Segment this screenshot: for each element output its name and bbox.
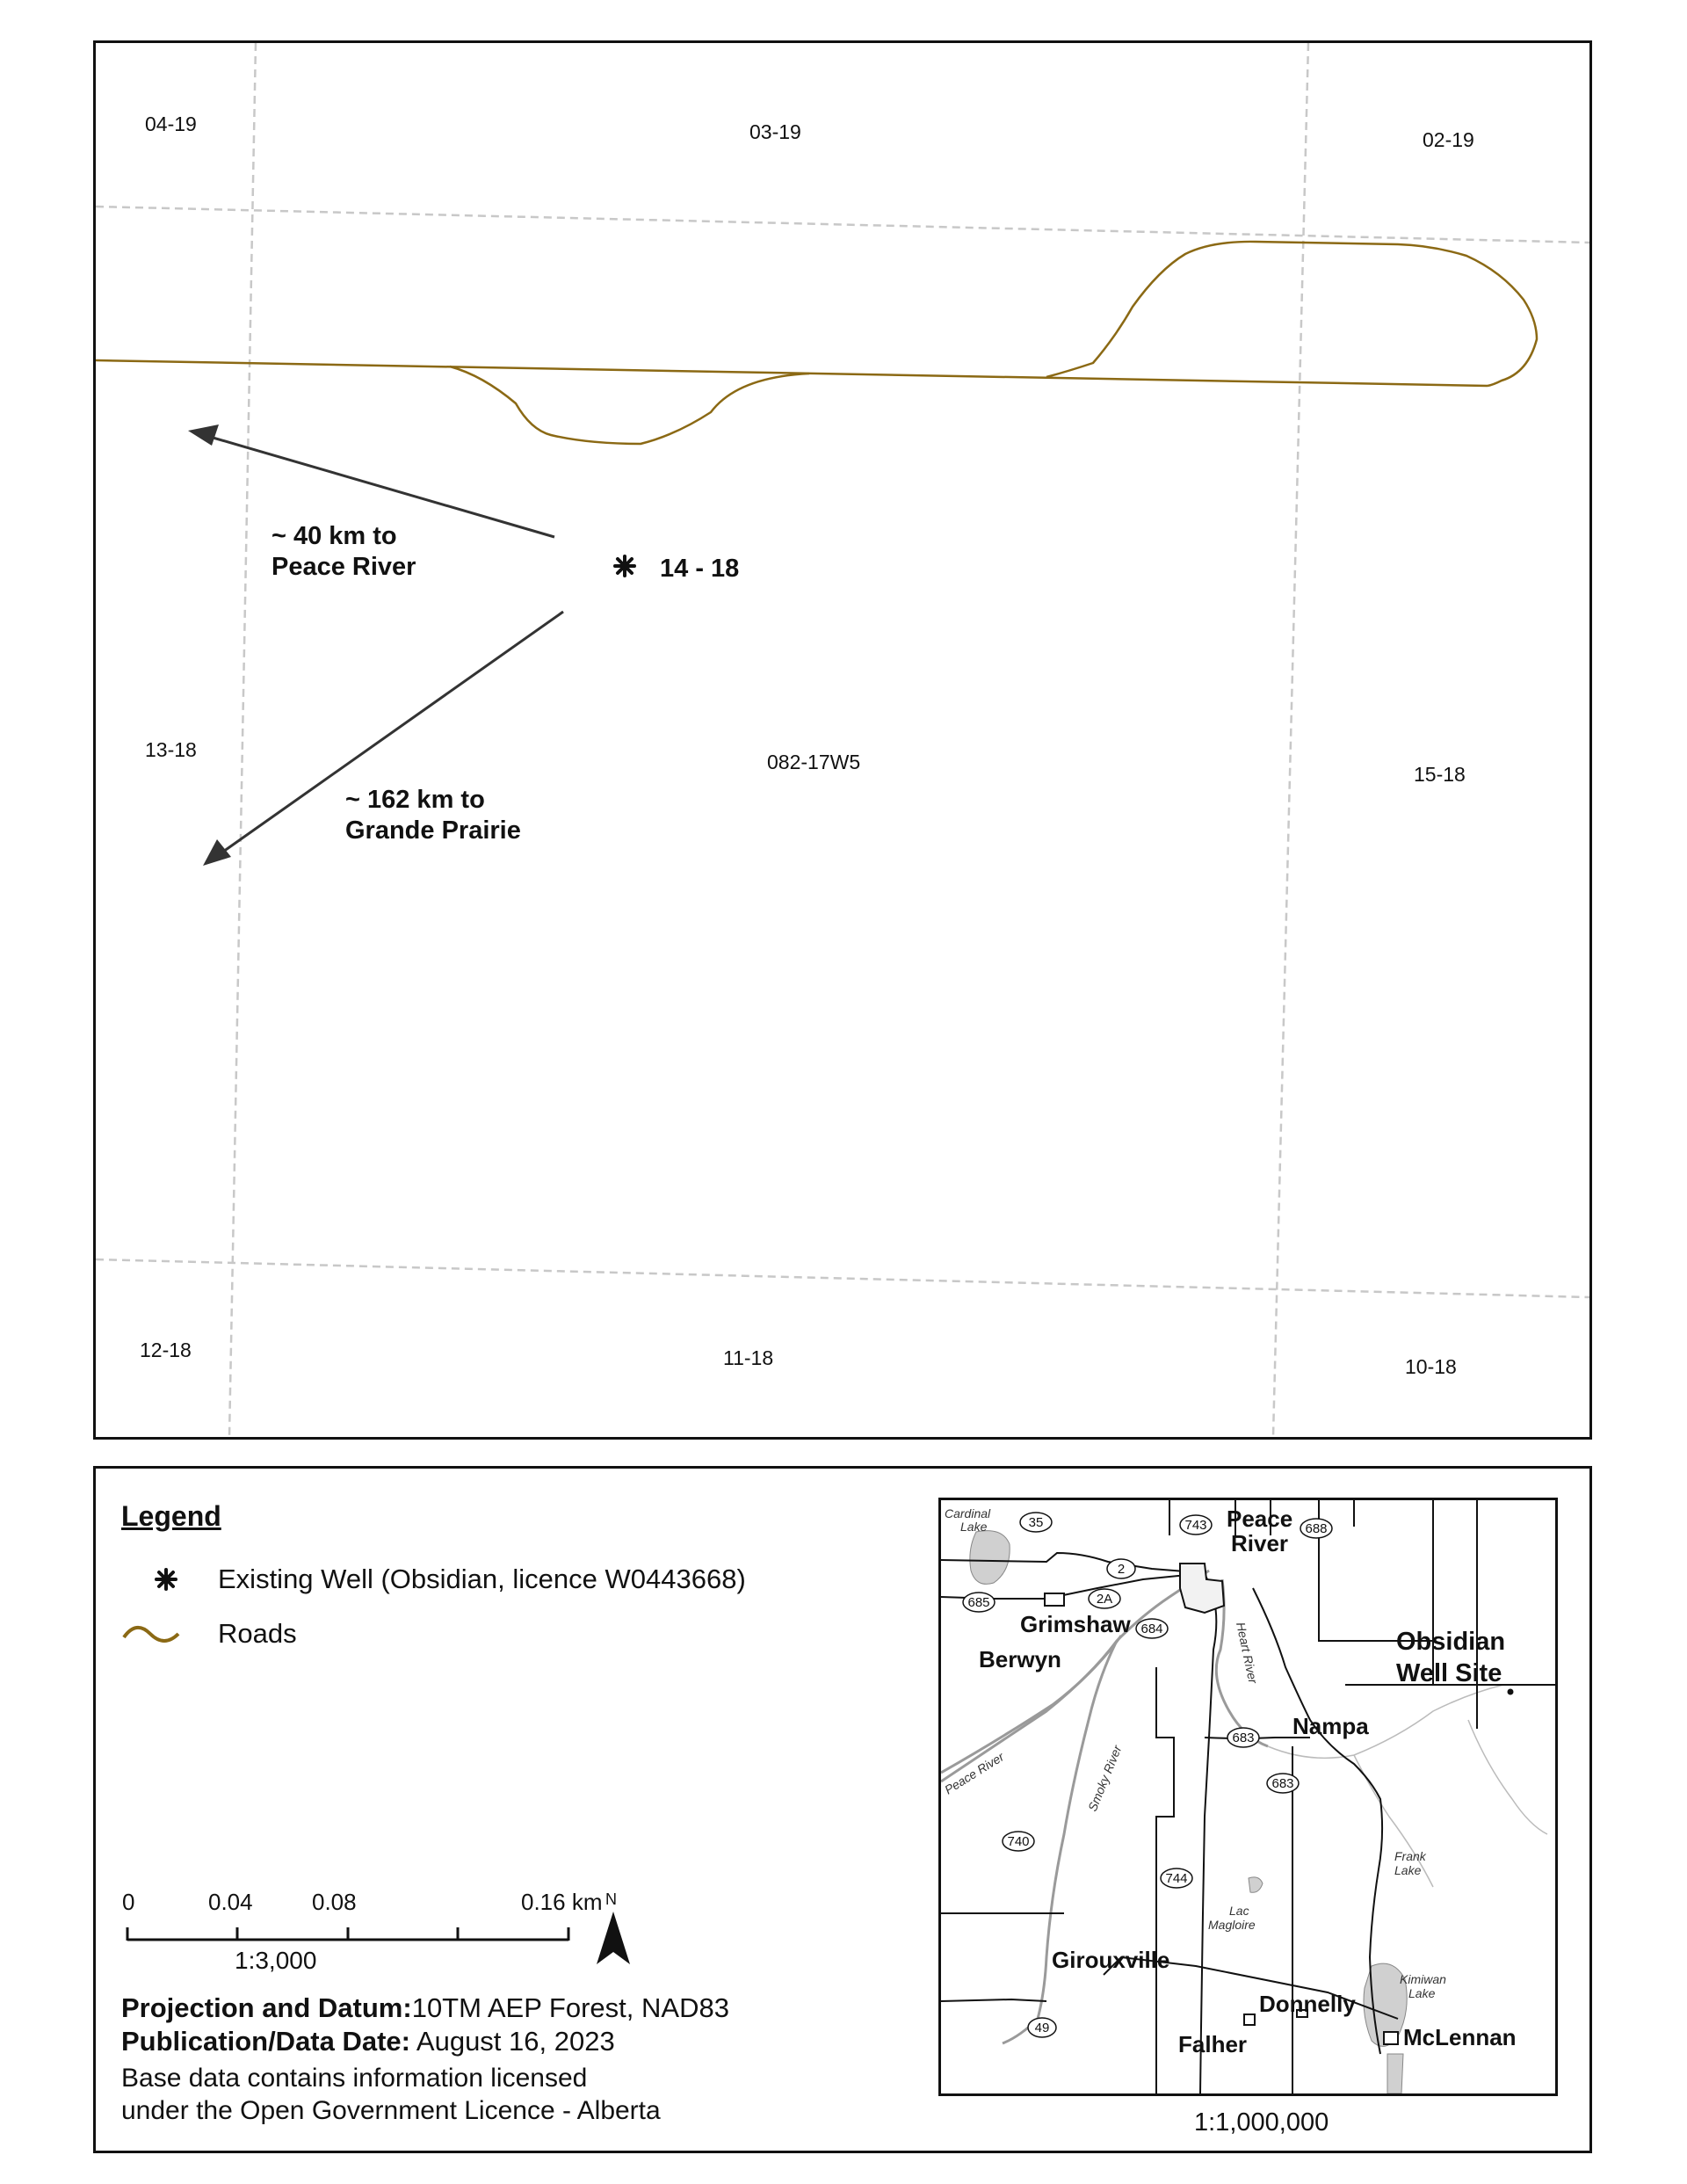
peace-river-town-icon	[1180, 1564, 1224, 1613]
road-east-loop	[1046, 242, 1537, 386]
arrow-gp-label-1: ~ 162 km to	[345, 786, 485, 814]
road-south-loop	[450, 366, 809, 444]
inset-roads	[941, 1500, 1555, 2093]
scale-tick-3: 0.16 km	[521, 1889, 603, 1915]
section-grid	[96, 43, 1589, 1437]
highway-shield-label: 685	[967, 1595, 990, 1610]
section-label: 13-18	[145, 738, 197, 761]
projection-value: 10TM AEP Forest, NAD83	[411, 1992, 729, 2023]
well-label: 14 - 18	[660, 555, 740, 583]
inset-scale: 1:1,000,000	[1194, 2108, 1329, 2137]
small-map-label: Cardinal	[945, 1506, 991, 1520]
legend-panel	[93, 1466, 1592, 2153]
projection-label: Projection and Datum:	[121, 1992, 412, 2023]
cardinal-lake	[970, 1531, 1010, 1585]
highway-shield-label: 49	[1034, 2021, 1050, 2035]
scale-tick-1: 0.04	[208, 1889, 253, 1915]
grid-line-south	[96, 1259, 1589, 1297]
projection-line	[121, 1992, 729, 2024]
small-map-label: Lake	[960, 1520, 988, 1534]
place-label: McLennan	[1403, 2024, 1517, 2050]
highway-shield-label: 684	[1140, 1622, 1163, 1636]
place-label: River	[1231, 1530, 1289, 1556]
arrow-peace-label-2: Peace River	[272, 553, 416, 581]
base-data-line-1: Base data contains information licensed	[121, 2064, 588, 2093]
place-label: Well Site	[1396, 1659, 1502, 1687]
highway-shield-label: 2A	[1096, 1592, 1113, 1607]
place-label: Grimshaw	[1020, 1611, 1131, 1637]
place-label: Nampa	[1292, 1713, 1369, 1739]
scale-ratio: 1:3,000	[235, 1947, 317, 1974]
place-label: Obsidian	[1396, 1628, 1506, 1656]
arrow-to-peace-river	[188, 424, 554, 537]
roads	[96, 242, 1537, 444]
highway-shield-label: 35	[1028, 1515, 1044, 1530]
small-map-label: Smoky River	[1084, 1743, 1125, 1814]
scale-tick-2: 0.08	[312, 1889, 357, 1915]
legend-roads-text: Roads	[218, 1618, 297, 1649]
highway-shield-label: 683	[1232, 1731, 1255, 1745]
existing-well-icon	[615, 556, 634, 576]
highway-shield-label: 744	[1165, 1871, 1188, 1886]
road-main	[96, 360, 1488, 386]
small-map-label: Kimiwan	[1400, 1972, 1446, 1986]
section-label: 03-19	[749, 120, 801, 143]
publication-line	[121, 2026, 615, 2057]
section-label: 12-18	[140, 1339, 192, 1361]
north-label: N	[605, 1890, 617, 1908]
grimshaw-town-icon	[1045, 1593, 1064, 1606]
scale-bar	[122, 1917, 579, 1952]
section-label: 15-18	[1414, 763, 1466, 786]
inset-map-svg	[941, 1500, 1555, 2093]
base-data-line-2: under the Open Government Licence - Alberta	[121, 2096, 661, 2125]
publication-label: Publication/Data Date:	[121, 2026, 410, 2057]
place-label: Peace	[1227, 1506, 1293, 1532]
section-label: 04-19	[145, 112, 197, 135]
small-map-label: Lake	[1394, 1863, 1422, 1877]
main-map-svg	[96, 43, 1589, 1437]
grid-line-east	[1273, 43, 1308, 1437]
place-label: Falher	[1178, 2031, 1248, 2057]
section-label: 11-18	[723, 1346, 774, 1369]
highway-shield-label: 743	[1184, 1518, 1207, 1533]
north-arrow-icon	[591, 1908, 635, 1970]
inset-map	[938, 1498, 1558, 2096]
small-map-label: Lac	[1229, 1904, 1249, 1918]
small-map-label: Frank	[1394, 1849, 1426, 1863]
small-map-label: Magloire	[1208, 1918, 1256, 1932]
place-label: Girouxville	[1052, 1947, 1170, 1973]
arrow-gp-label-2: Grande Prairie	[345, 816, 521, 845]
arrow-peace-label-1: ~ 40 km to	[272, 522, 397, 550]
road-symbol-icon	[120, 1618, 182, 1653]
small-map-label: Heart River	[1234, 1621, 1261, 1685]
small-map-label: Lake	[1408, 1986, 1436, 2000]
section-label: 082-17W5	[767, 751, 861, 773]
highway-shield-label: 688	[1305, 1521, 1328, 1536]
grid-line-north	[96, 207, 1589, 243]
main-map	[93, 40, 1592, 1440]
section-label: 02-19	[1423, 128, 1474, 151]
place-label: Berwyn	[979, 1646, 1061, 1672]
legend-well-text: Existing Well (Obsidian, licence W0443668)	[218, 1564, 746, 1594]
legend-title: Legend	[121, 1500, 221, 1532]
publication-value: August 16, 2023	[416, 2026, 615, 2057]
obsidian-well-site-icon	[1508, 1689, 1514, 1695]
highway-shield-label: 683	[1271, 1776, 1294, 1791]
small-map-label: Peace River	[942, 1749, 1007, 1797]
place-label: Donnelly	[1259, 1991, 1356, 2017]
section-label: 10-18	[1405, 1355, 1457, 1378]
grid-line-west	[229, 43, 256, 1437]
highway-shield-label: 2	[1117, 1562, 1126, 1577]
scale-tick-0: 0	[122, 1889, 135, 1915]
highway-shield-label: 740	[1007, 1834, 1030, 1849]
existing-well-icon	[148, 1562, 184, 1597]
lac-magloire	[1249, 1877, 1263, 1892]
